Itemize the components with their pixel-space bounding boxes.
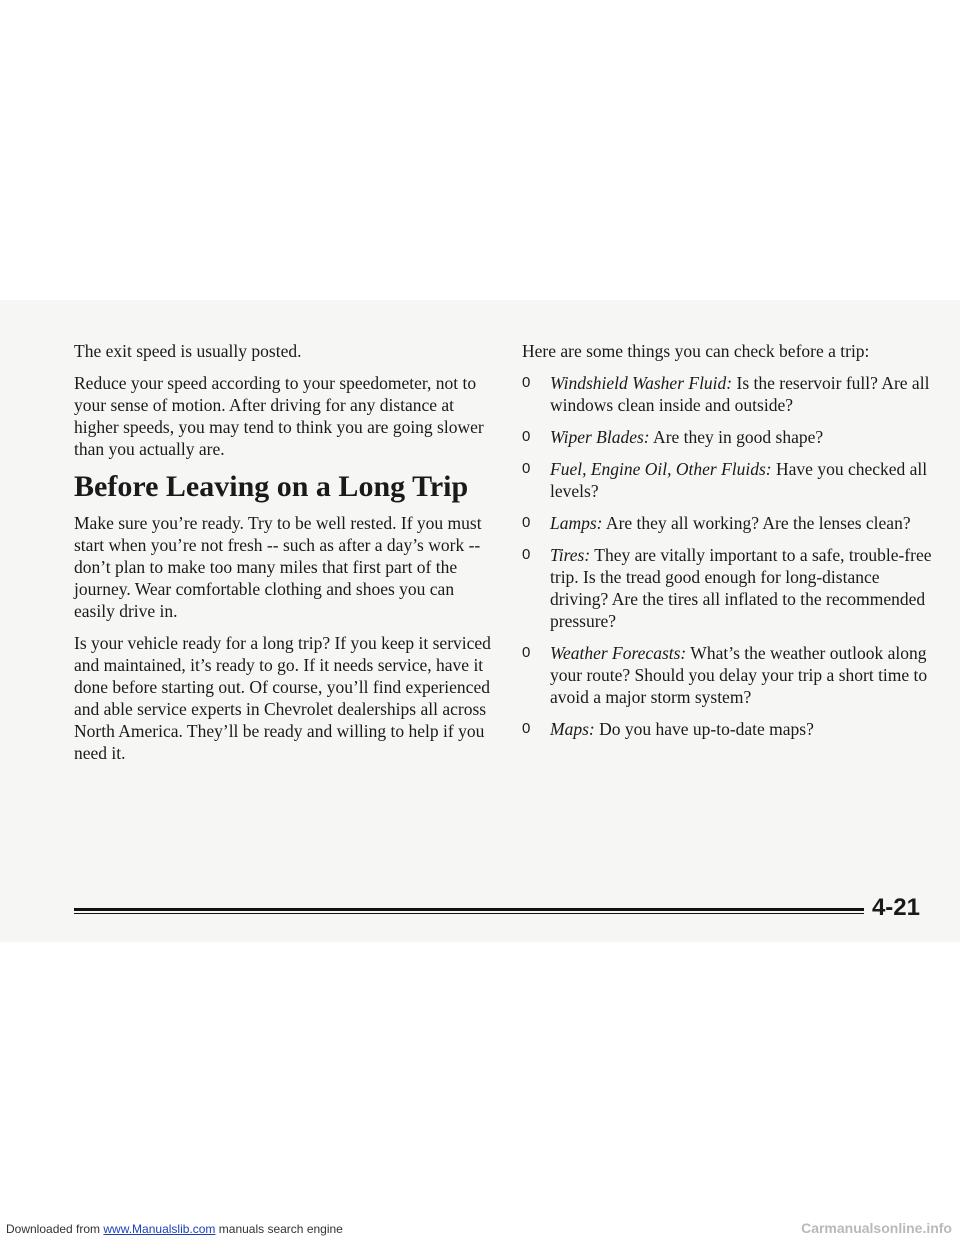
item-term: Tires: (550, 545, 591, 565)
item-text: They are vitally important to a safe, trouble-free trip. Is the tread good enough for long-distance driving? Are the tires all inflated to the recommended pressure? (550, 545, 932, 631)
bullet-icon: 0 (522, 374, 531, 391)
list-item (522, 458, 942, 502)
item-term: Lamps: (550, 513, 603, 533)
item-term: Wiper Blades: (550, 427, 650, 447)
bullet-icon: 0 (522, 644, 531, 661)
footer-rule (74, 908, 880, 911)
bullet-icon: 0 (522, 546, 531, 563)
banner-suffix: manuals search engine (215, 1222, 343, 1236)
bullet-icon: 0 (522, 428, 531, 445)
banner-prefix: Downloaded from (6, 1222, 104, 1236)
item-term: Fuel, Engine Oil, Other Fluids: (550, 459, 772, 479)
item-text: Do you have up-to-date maps? (594, 719, 814, 739)
download-banner (6, 1222, 343, 1236)
bullet-icon: 0 (522, 514, 531, 531)
paragraph-vehicle-ready: Is your vehicle ready for a long trip? If you keep it serviced and maintained, it’s ready to go. If it needs service, have it done before starting out. Of course, you’ll find experienced and able service experts in Chevrolet dealerships all across North America. They’ll be ready and willing to help if you need it. (74, 633, 491, 763)
footer-rule-thin (74, 913, 880, 914)
item-term: Windshield Washer Fluid: (550, 373, 733, 393)
checklist-intro: Here are some things you can check before a trip: (522, 341, 870, 361)
list-item (522, 544, 942, 632)
list-item (522, 372, 942, 416)
item-text: Have you checked all levels? (550, 459, 928, 501)
watermark: Carmanualsonline.info (801, 1220, 952, 1236)
list-item (522, 642, 942, 708)
item-text: Are they in good shape? (649, 427, 824, 447)
left-column (74, 340, 494, 774)
right-column (522, 340, 942, 750)
section-heading: Before Leaving on a Long Trip (74, 470, 469, 503)
page-number: 4-21 (864, 894, 920, 922)
item-text: Are they all working? Are the lenses clean? (602, 513, 911, 533)
paragraph-reduce-speed: Reduce your speed according to your speedometer, not to your sense of motion. After driving for any distance at higher speeds, you may tend to think you are going slower than you actually are. (74, 373, 484, 459)
paragraph-be-ready: Make sure you’re ready. Try to be well rested. If you must start when you’re not fresh -- such as after a day’s work -- don’t plan to make too many miles that first part of the journey. Wear comfortable clothing and shoes you can easily drive in. (74, 513, 482, 621)
item-text: What’s the weather outlook along your route? Should you delay your trip a short time to avoid a major storm system? (550, 643, 928, 707)
item-term: Maps: (550, 719, 595, 739)
checklist (522, 372, 942, 740)
list-item (522, 426, 942, 448)
paragraph-exit-speed: The exit speed is usually posted. (74, 341, 302, 361)
bullet-icon: 0 (522, 460, 531, 477)
bullet-icon: 0 (522, 720, 531, 737)
manualslib-link[interactable]: www.Manualslib.com (103, 1222, 216, 1236)
item-term: Weather Forecasts: (550, 643, 687, 663)
item-text: Is the reservoir full? Are all windows clean inside and outside? (550, 373, 930, 415)
list-item (522, 718, 942, 740)
list-item (522, 512, 942, 534)
